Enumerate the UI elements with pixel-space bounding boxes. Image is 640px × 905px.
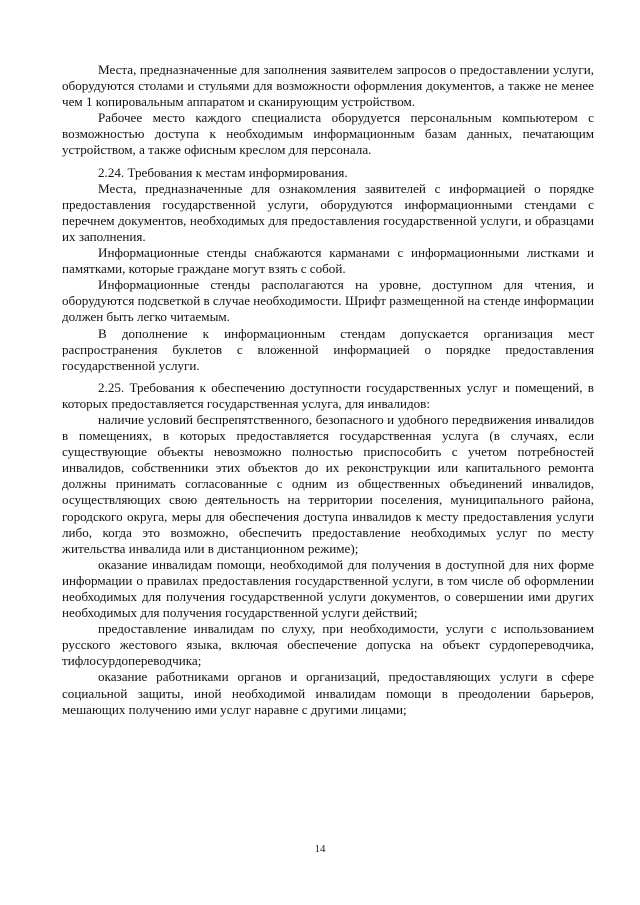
page-number: 14 <box>314 843 326 855</box>
paragraph-barrier-free-movement: наличие условий беспрепятственного, безопасного и удобного передвижения инвалидов в помещениях, в которых предоставляется государственная услуга (в случаях, если существующие объекты невозможно полностью приспособить с учетом потребностей инвалидов, собственники этих объектов до их реконструкции или капитального ремонта должны принимать согласованные с одним из общественных объединений инвалидов, осуществляющих свою деятельность на территории поселения, муниципального района, городского округа, меры для обеспечения доступа инвалидов к месту предоставления услуги либо, когда это возможно, обеспечить предоставление необходимых услуг по месту жительства инвалида или в дистанционном режиме); <box>62 411 594 556</box>
document-page <box>62 62 594 718</box>
section-heading-2-25: 2.25. Требования к обеспечению доступности государственных услуг и помещений, в которых предоставляется государственная услуга, для инвалидов: <box>62 379 594 411</box>
paragraph-stand-pockets: Информационные стенды снабжаются карманами с информационными листками и памятками, которые граждане могут взять с собой. <box>62 245 594 277</box>
paragraph-information-help: оказание инвалидам помощи, необходимой для получения в доступной для них форме информации о правилах предоставления государственной услуги, в том числе об оформлении необходимых для получения государственной услуги документов, о совершении ими других необходимых для получения государственной услуги действий; <box>62 556 594 621</box>
paragraph-workplace: Рабочее место каждого специалиста оборудуется персональным компьютером с возможностью доступа к необходимым информационным базам данных, печатающим устройством, а также офисным креслом для персонала. <box>62 110 594 158</box>
paragraph-request-places: Места, предназначенные для заполнения заявителем запросов о предоставлении услуги, оборудуются столами и стульями для возможности оформления документов, а также не менее чем 1 копировальным аппаратом и сканирующим устройством. <box>62 62 594 110</box>
paragraph-sign-language: предоставление инвалидам по слуху, при необходимости, услуги с использованием русского жестового языка, включая обеспечение допуска на объект сурдопереводчика, тифлосурдопереводчика; <box>62 621 594 669</box>
paragraph-info-stands: Места, предназначенные для ознакомления заявителей с информацией о порядке предоставления государственной услуги, оборудуются информационными стендами с перечнем документов, необходимых для предоставления государственной услуги, и образцами их заполнения. <box>62 180 594 244</box>
paragraph-booklets: В дополнение к информационным стендам допускается организация мест распространения буклетов с вложенной информацией о порядке предоставления государственной услуги. <box>62 325 594 373</box>
paragraph-staff-assistance: оказание работниками органов и организаций, предоставляющих услуги в сфере социальной защиты, иной необходимой инвалидам помощи в преодолении барьеров, мешающих получению ими услуг наравне с другими лицами; <box>62 669 594 717</box>
paragraph-stand-placement: Информационные стенды располагаются на уровне, доступном для чтения, и оборудуются подсветкой в случае необходимости. Шрифт размещенной на стенде информации должен быть легко читаемым. <box>62 277 595 325</box>
section-heading-2-24: 2.24. Требования к местам информирования. <box>98 164 348 180</box>
